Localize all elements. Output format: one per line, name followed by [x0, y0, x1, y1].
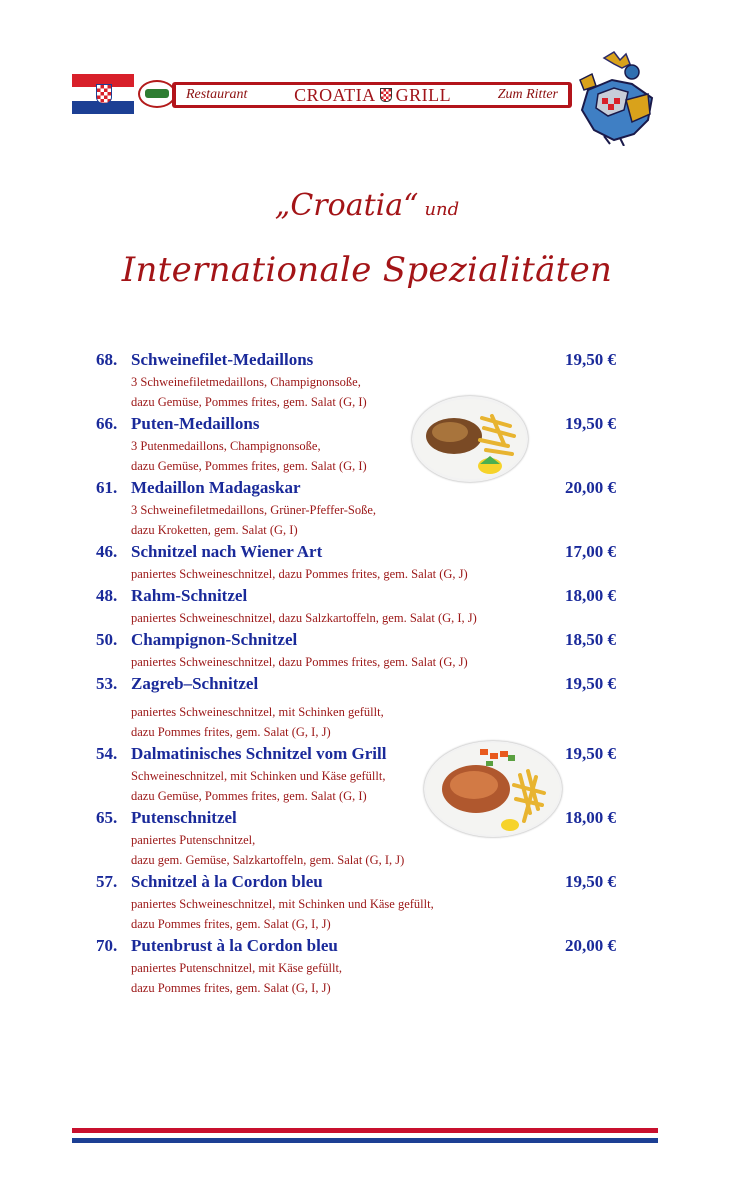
menu-item-description-line: 3 Schweinefiletmedaillons, Champignonsoße,	[131, 375, 361, 389]
menu-item-header	[96, 348, 616, 372]
brand-right: GRILL	[395, 84, 452, 105]
menu-item-name: Medaillon Madagaskar	[131, 478, 301, 497]
menu-list	[96, 348, 616, 998]
menu-item-name: Rahm-Schnitzel	[131, 586, 248, 605]
menu-item-number: 48.	[96, 586, 118, 605]
menu-item-name: Putenbrust à la Cordon bleu	[131, 936, 338, 955]
menu-item-description-line: dazu Gemüse, Pommes frites, gem. Salat (G, I)	[131, 789, 367, 803]
title-und: und	[424, 199, 460, 220]
menu-item-name: Putenschnitzel	[131, 808, 237, 827]
checkered-shield-icon	[380, 88, 392, 102]
menu-item-name: Schweinefilet-Medaillons	[131, 350, 314, 369]
menu-item-description	[96, 564, 616, 584]
menu-item-number: 53.	[96, 674, 118, 693]
menu-item-header	[96, 870, 616, 894]
menu-item-number: 46.	[96, 542, 118, 561]
menu-item-number: 57.	[96, 872, 118, 891]
stripe-blue	[72, 1138, 658, 1143]
menu-item-name: Champignon-Schnitzel	[131, 630, 298, 649]
menu-item	[96, 584, 616, 628]
menu-item-header	[96, 476, 616, 500]
menu-item-price: 20,00 €	[565, 936, 616, 955]
menu-item-description-line: dazu Gemüse, Pommes frites, gem. Salat (G, I)	[131, 459, 367, 473]
menu-item-description-line: dazu Kroketten, gem. Salat (G, I)	[131, 523, 298, 537]
page-title-line-1	[0, 188, 734, 223]
menu-item-description-line: paniertes Schweineschnitzel, dazu Salzkartoffeln, gem. Salat (G, I, J)	[131, 611, 477, 625]
menu-item	[96, 628, 616, 672]
menu-item-description	[96, 436, 616, 476]
food-photo-medaillons	[412, 396, 528, 482]
knight-crest-icon	[574, 50, 658, 146]
menu-item-price: 17,00 €	[565, 542, 616, 561]
menu-item-price: 19,50 €	[565, 872, 616, 891]
menu-item-number: 66.	[96, 414, 118, 433]
menu-item-name: Schnitzel nach Wiener Art	[131, 542, 323, 561]
croatian-flag-icon	[72, 74, 134, 114]
menu-item-price: 20,00 €	[565, 478, 616, 497]
title-croatia: „Croatia“	[274, 188, 419, 223]
menu-item-number: 68.	[96, 350, 118, 369]
menu-item-header	[96, 672, 616, 696]
brand-badge-icon	[138, 80, 176, 108]
menu-item-description-line: paniertes Putenschnitzel, mit Käse gefüllt,	[131, 961, 343, 975]
menu-item-name: Zagreb–Schnitzel	[131, 674, 259, 693]
menu-item-header	[96, 584, 616, 608]
menu-item-description	[96, 894, 616, 934]
header-banner	[72, 74, 572, 114]
menu-item-description	[96, 830, 616, 870]
menu-item-description-line: paniertes Schweineschnitzel, dazu Pommes frites, gem. Salat (G, J)	[131, 655, 468, 669]
menu-item	[96, 934, 616, 998]
brand-name	[294, 85, 451, 106]
menu-item-name: Dalmatinisches Schnitzel vom Grill	[131, 744, 387, 763]
menu-item-price: 19,50 €	[565, 674, 616, 693]
menu-item-description-line: paniertes Schweineschnitzel, mit Schinken gefüllt,	[131, 705, 384, 719]
menu-item-description	[96, 652, 616, 672]
menu-item-number: 54.	[96, 744, 118, 763]
menu-item-description-line: dazu Pommes frites, gem. Salat (G, I, J)	[131, 725, 331, 739]
menu-item	[96, 540, 616, 584]
menu-item-price: 18,50 €	[565, 630, 616, 649]
page-title-line-2: Internationale Spezialitäten	[121, 250, 613, 290]
menu-item-description-line: dazu gem. Gemüse, Salzkartoffeln, gem. Salat (G, I, J)	[131, 853, 405, 867]
menu-item-description-line: paniertes Schweineschnitzel, dazu Pommes frites, gem. Salat (G, J)	[131, 567, 468, 581]
menu-item-number: 70.	[96, 936, 118, 955]
menu-item-header	[96, 934, 616, 958]
menu-item-description-line: dazu Pommes frites, gem. Salat (G, I, J)	[131, 981, 331, 995]
menu-item-number: 61.	[96, 478, 118, 497]
menu-item-header	[96, 540, 616, 564]
menu-item-number: 65.	[96, 808, 118, 827]
menu-item-header	[96, 628, 616, 652]
restaurant-name-ribbon	[172, 82, 572, 108]
menu-item	[96, 672, 616, 742]
menu-item-price: 19,50 €	[565, 414, 616, 433]
menu-item-price: 19,50 €	[565, 350, 616, 369]
menu-item-description-line: paniertes Schweineschnitzel, mit Schinken und Käse gefüllt,	[131, 897, 434, 911]
menu-item-header	[96, 412, 616, 436]
menu-item-name: Puten-Medaillons	[131, 414, 260, 433]
food-photo-schnitzel	[424, 741, 562, 837]
menu-item-description-line: 3 Schweinefiletmedaillons, Grüner-Pfeffer-Soße,	[131, 503, 377, 517]
menu-item	[96, 870, 616, 934]
menu-item-name: Schnitzel à la Cordon bleu	[131, 872, 323, 891]
menu-item-price: 19,50 €	[565, 744, 616, 763]
tagline: Zum Ritter	[497, 87, 558, 102]
menu-item-price: 18,00 €	[565, 586, 616, 605]
menu-item-price: 18,00 €	[565, 808, 616, 827]
menu-item	[96, 476, 616, 540]
footer-stripes	[72, 1128, 658, 1143]
menu-item	[96, 412, 616, 476]
menu-item-description-line: Schweineschnitzel, mit Schinken und Käse gefüllt,	[131, 769, 386, 783]
menu-item-description-line: paniertes Putenschnitzel,	[131, 833, 256, 847]
menu-item-description	[96, 372, 616, 412]
menu-item-description	[96, 958, 616, 998]
menu-item-description	[96, 500, 616, 540]
menu-item-description-line: 3 Putenmedaillons, Champignonsoße,	[131, 439, 321, 453]
restaurant-label: Restaurant	[186, 87, 248, 102]
menu-item-description	[96, 608, 616, 628]
menu-item-description-line: dazu Pommes frites, gem. Salat (G, I, J)	[131, 917, 331, 931]
brand-left: CROATIA	[294, 84, 376, 105]
menu-item-number: 50.	[96, 630, 118, 649]
menu-item	[96, 348, 616, 412]
menu-item-description	[96, 696, 616, 742]
menu-item-description-line: dazu Gemüse, Pommes frites, gem. Salat (G, I)	[131, 395, 367, 409]
